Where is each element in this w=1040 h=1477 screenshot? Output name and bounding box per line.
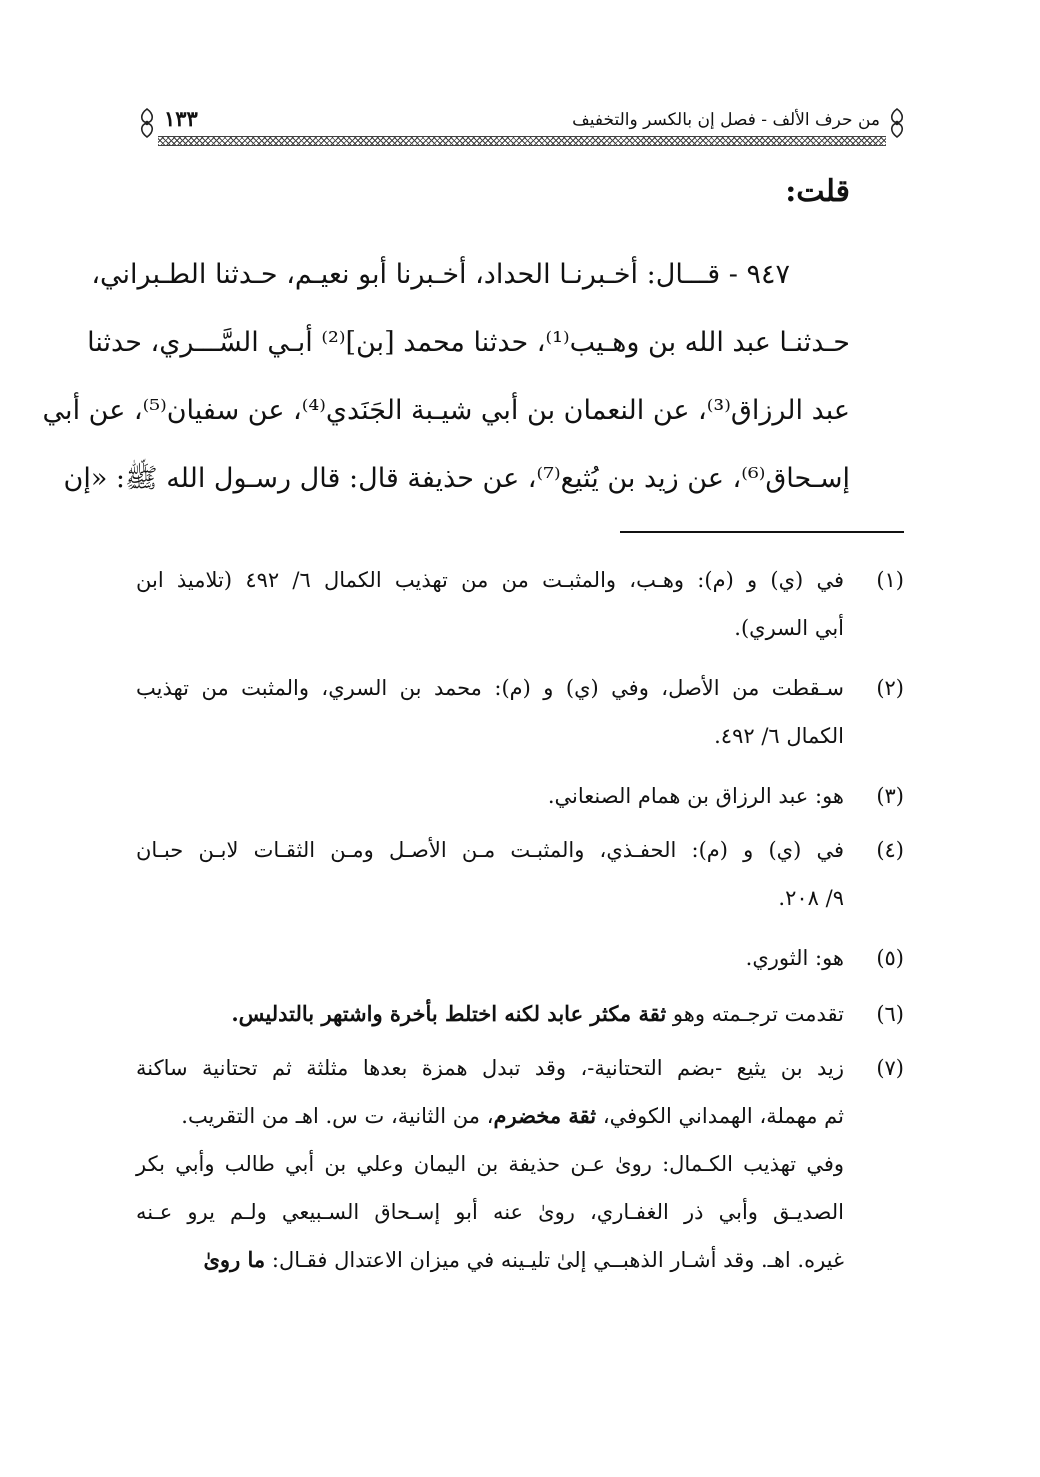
footnote-text: ، من الثانية، ت س. اهـ من التقريب.: [181, 1104, 494, 1128]
footnote-line: في (ي) و (م): وهـب، والمثبـت من من تهذيب الكمال ٦/ ٤٩٢ (تلاميذ ابن: [136, 568, 844, 592]
hadith-text: [42, 250, 850, 522]
footnote-line: أبي السري).: [734, 616, 844, 640]
footnote-4: [136, 828, 904, 924]
footnote-7: [136, 1046, 904, 1286]
footnote-line: زيد بن يثيع -بضم التحتانية-، وقد تبدل همزة بعدها مثلثة ثم تحتانية ساكنة: [136, 1056, 844, 1080]
footnote-number: (٤): [876, 838, 904, 862]
footnote-line: [136, 1094, 844, 1142]
footnote-line: هو: عبد الرزاق بن همام الصنعاني.: [547, 784, 844, 808]
footnote-separator: [620, 531, 904, 533]
footnote-5: [136, 936, 904, 984]
footnote-line: [136, 992, 844, 1040]
footnote-3: [136, 774, 904, 822]
section-heading: قلت:: [785, 174, 850, 209]
footnote-number: (٣): [876, 784, 904, 808]
page-number: ١٣٣: [164, 106, 198, 131]
header-ornament-right-icon: [886, 108, 908, 138]
footnote-line: [136, 1238, 844, 1286]
footnote-text: تقدمت ترجـمته وهو: [666, 1002, 844, 1026]
footnote-line: وفي تهذيب الكـمال: روىٰ عـن حذيفة بن اليمان وعلي بن أبي طالب وأبي بكر: [136, 1152, 844, 1176]
footnote-number: (١): [876, 568, 904, 592]
footnote-text: ثم مهملة، الهمداني الكوفي،: [596, 1104, 844, 1128]
footnote-6: [136, 992, 904, 1040]
running-header-title: من حرف الألف - فصل إن بالكسر والتخفيف: [572, 110, 880, 130]
header-ornament-left-icon: [136, 108, 158, 138]
footnote-line: سـقطت من الأصل، وفي (ي) و (م): محمد بن السري، والمثبت من تهذيب: [136, 676, 844, 700]
header-ornamental-rule: [158, 136, 886, 146]
footnote-number: (٦): [876, 1002, 904, 1026]
footnote-line: الصديـق وأبي ذر الغفـاري، روىٰ عنه أبو إسـحاق السـبيعي ولـم يرو عـنه: [136, 1200, 844, 1224]
footnote-line: هو: الثوري.: [745, 946, 844, 970]
footnote-line: في (ي) و (م): الحفـذي، والمثبـت مـن الأصـل ومـن الثقـات لابـن حبـان: [136, 838, 844, 862]
footnote-number: (٧): [876, 1056, 904, 1080]
footnote-bold-text: ثقة مكثر عابد لكنه اختلط بأخرة واشتهر بالتدليس.: [231, 1001, 667, 1026]
footnote-1: [136, 558, 904, 654]
footnote-bold-text: ثقة مخضرم: [493, 1103, 597, 1128]
running-header: [136, 106, 908, 146]
footnote-number: (٢): [876, 676, 904, 700]
footnote-line: الكمال ٦/ ٤٩٢.: [714, 724, 844, 748]
footnote-line: ٩/ ٢٠٨.: [778, 886, 844, 910]
hadith-line: عبد الرزاق⁽³⁾، عن النعمان بن أبي شيـبة الجَنَدي⁽⁴⁾، عن سفيان⁽⁵⁾، عن أبي: [42, 395, 850, 426]
hadith-line: ٩٤٧ - قـــال: أخـبرنـا الحداد، أخـبرنا أبو نعيـم، حـدثنا الطـبراني،: [91, 259, 790, 290]
footnote-bold-text: ما روىٰ: [203, 1247, 266, 1272]
hadith-line: إسـحاق⁽⁶⁾، عن زيد بن يُثيع⁽⁷⁾، عن حذيفة قال: قال رسـول الله ﷺ: «إن: [63, 463, 850, 494]
footnote-number: (٥): [876, 946, 904, 970]
hadith-line: حـدثنـا عبد الله بن وهـيب⁽¹⁾، حدثنا محمد [بن]⁽²⁾ أبـي السَّـــري، حدثنا: [87, 327, 850, 358]
footnote-text: غيره. اهـ. وقد أشـار الذهبــي إلىٰ تليـينه في ميزان الاعتدال فقـال:: [265, 1248, 844, 1272]
footnote-2: [136, 666, 904, 762]
